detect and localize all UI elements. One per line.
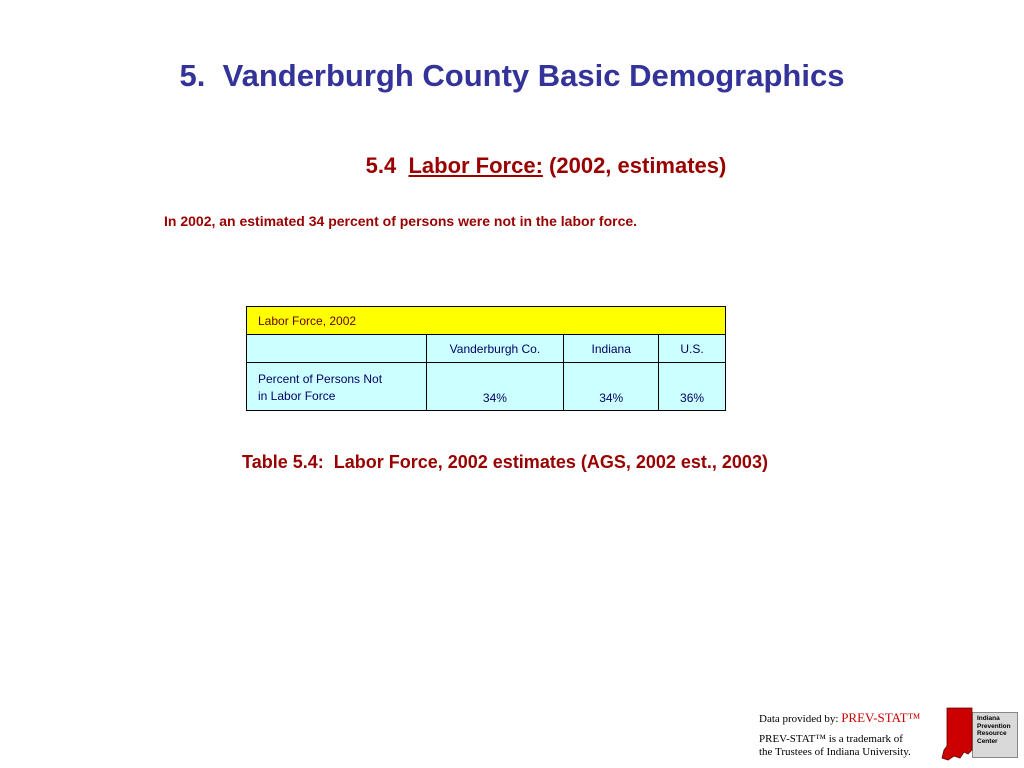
column-header: Indiana — [564, 335, 659, 363]
data-credit — [759, 710, 920, 759]
table-header-blank — [247, 335, 427, 363]
logo-text-line: Prevention — [977, 722, 1011, 730]
subtitle-rest: (2002, estimates) — [542, 153, 727, 178]
provided-by-label: Data provided by: — [759, 713, 842, 725]
logo-text-line: Center — [977, 737, 998, 745]
row-label-line: in Labor Force — [258, 389, 336, 403]
table-header-row — [247, 335, 726, 363]
table-cell: 34% — [426, 363, 564, 411]
trademark-line: PREV-STAT™ is a trademark of — [759, 733, 903, 745]
labor-force-table — [246, 306, 726, 411]
column-header: U.S. — [659, 335, 726, 363]
logo-text-line: Indiana — [977, 715, 1000, 722]
brand-name: PREV-STAT™ — [841, 710, 921, 725]
row-label — [247, 363, 427, 411]
table-row — [247, 363, 726, 411]
row-label-line: Percent of Persons Not — [258, 372, 383, 386]
indiana-state-icon — [938, 706, 978, 762]
table-cell: 36% — [659, 363, 726, 411]
trademark-line: the Trustees of Indiana University. — [759, 746, 911, 758]
page-title: 5. Vanderburgh County Basic Demographics — [179, 58, 845, 93]
subtitle-label: Labor Force: — [408, 153, 543, 178]
section-subtitle — [0, 153, 1024, 179]
table-caption: Table 5.4: Labor Force, 2002 estimates (AGS, 2002 est., 2003) — [242, 452, 768, 472]
table-title: Labor Force, 2002 — [247, 307, 726, 335]
iprc-logo — [938, 706, 1018, 762]
logo-text — [977, 715, 1011, 745]
table-cell: 34% — [564, 363, 659, 411]
intro-text: In 2002, an estimated 34 percent of persons were not in the labor force. — [164, 213, 638, 229]
subtitle-number: 5.4 — [365, 153, 409, 178]
logo-text-line: Resource — [977, 730, 1007, 737]
column-header: Vanderburgh Co. — [426, 335, 564, 363]
table-title-row — [247, 307, 726, 335]
